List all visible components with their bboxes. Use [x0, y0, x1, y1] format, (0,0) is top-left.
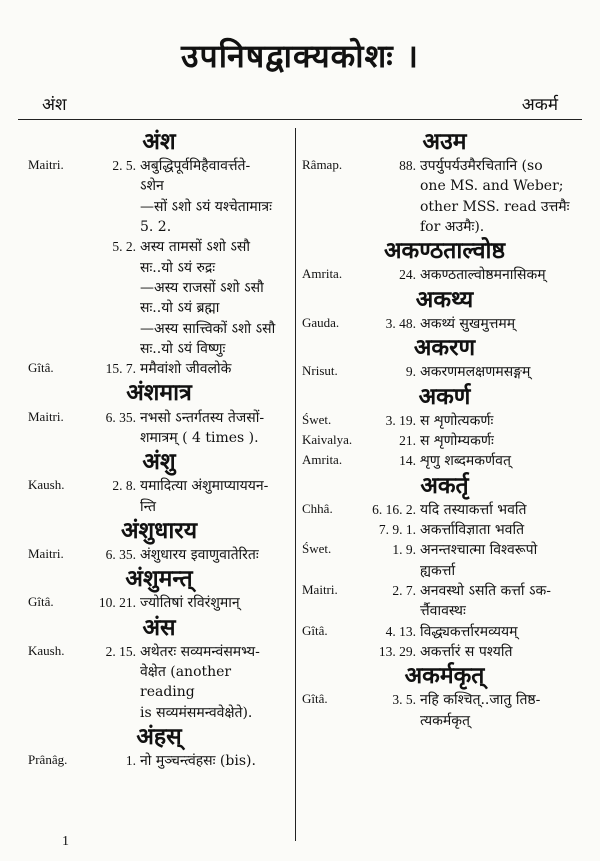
quotation-line: न्ति — [140, 498, 156, 515]
verse-reference: 10. 21. — [98, 595, 136, 611]
dictionary-entry — [302, 451, 587, 471]
quotation-line: नहि कश्चित्..जातु तिष्ठ- — [420, 692, 541, 709]
quotation-line: त्यकर्मकृत् — [420, 712, 471, 729]
source-text: Prânâg. — [28, 752, 68, 768]
quotation-line: अनवस्थो ऽसति कर्त्ता ऽक- — [420, 583, 552, 599]
quotation-line: यमादित्या अंशुमाप्याययन- — [140, 478, 269, 495]
source-text: Śwet. — [302, 411, 332, 427]
headword: अकरण — [413, 334, 476, 362]
quotation-line: यदि तस्याकर्त्ता भवति — [420, 501, 527, 518]
dictionary-entry — [302, 362, 587, 382]
headword: अकर्ण — [418, 382, 471, 410]
running-head-right: अकर्म — [521, 95, 558, 115]
source-text: Maitri. — [28, 546, 64, 562]
dictionary-entry — [302, 431, 587, 451]
headword: अंश — [142, 128, 176, 155]
quotation-line: अकरणमलक्षणमसङ्गम् — [420, 364, 531, 381]
quotation-line: स शृणोत्यकर्णः — [420, 412, 494, 429]
dictionary-entry — [302, 156, 587, 237]
verse-reference: 21. — [399, 433, 416, 449]
headword: अउम — [422, 128, 467, 155]
quotation-line: ममैवांशो जीवलोके — [140, 361, 232, 378]
quotation-line: सः..यो ऽयं विष्णुः — [140, 340, 226, 357]
verse-reference: 9. — [405, 364, 416, 380]
verse-reference: 3. 48. — [385, 315, 416, 331]
quotation-line: र्त्तैवावस्थः — [420, 603, 466, 620]
running-head-left: अंश — [42, 95, 67, 115]
page-title: उपनिषद्वाक्यकोशः । — [181, 37, 419, 75]
verse-reference: 2. 7. — [392, 583, 416, 598]
source-text: Râmap. — [302, 157, 343, 173]
source-text: Maitri. — [302, 582, 338, 597]
quotation-line: अस्य तामसों ऽशो ऽसौ — [140, 239, 250, 256]
headword: अंहस् — [136, 723, 182, 751]
page-number: 1 — [62, 834, 69, 849]
quotation-line: अथेतरः सव्यमन्वंसमभ्य- — [140, 643, 260, 660]
source-text: Gauda. — [302, 314, 340, 330]
source-text: Maitri. — [28, 157, 64, 173]
verse-reference: 2. 5. — [112, 158, 136, 174]
source-text: Chhâ. — [302, 500, 333, 516]
quotation-line: अकण्ठताल्वोष्ठमनासिकम् — [420, 267, 546, 284]
left-column — [28, 128, 290, 772]
source-text: Amrita. — [302, 452, 343, 468]
headword: अंशुमन्त् — [125, 565, 193, 593]
verse-reference: 6. 35. — [105, 547, 136, 563]
quotation-line: अंशुधारय इवाणुवातेरितः — [140, 547, 259, 564]
quotation-line: विद्ध्यकर्त्तारमव्ययम् — [420, 623, 518, 640]
verse-reference: 88. — [399, 158, 416, 174]
quotation-line: other MSS. read उत्तमैः — [420, 198, 570, 215]
dictionary-entry — [28, 359, 290, 379]
dictionary-entry — [302, 411, 587, 431]
headword: अकण्ठताल्वोष्ठ — [383, 237, 505, 265]
verse-reference: 6. 35. — [105, 409, 136, 425]
quotation-line: is सव्यमंसमन्ववेक्षेते). — [140, 704, 253, 721]
verse-reference: 2. 8. — [112, 478, 136, 494]
dictionary-entry — [302, 581, 587, 622]
source-text: Kaush. — [28, 642, 65, 658]
dictionary-entry — [302, 500, 587, 520]
source-text: Gîtâ. — [28, 594, 54, 610]
source-text: Kaivalya. — [302, 432, 353, 448]
dictionary-entry — [302, 520, 587, 540]
headword: अंशु — [142, 448, 176, 476]
verse-reference: 24. — [399, 267, 416, 283]
verse-reference: 2. 15. — [105, 643, 136, 659]
dictionary-entry — [28, 642, 290, 723]
dictionary-entry — [28, 545, 290, 565]
right-column — [302, 128, 587, 731]
quotation-line: one MS. and Weber; — [420, 178, 564, 195]
verse-reference: 14. — [399, 453, 416, 469]
dictionary-entry — [28, 156, 290, 237]
verse-reference: 4. 13. — [385, 623, 416, 639]
source-text: Amrita. — [302, 266, 343, 282]
quotation-line: अकथ्यं सुखमुत्तमम् — [420, 315, 516, 332]
quotation-line: वेक्षेत (another reading — [140, 664, 232, 701]
dictionary-entry — [28, 408, 290, 449]
dictionary-entry — [302, 314, 587, 334]
quotation-line: अनन्तश्चात्मा विश्वरूपो — [420, 542, 538, 559]
quotation-line: शृणु शब्दमकर्णवत् — [420, 453, 511, 470]
dictionary-entry — [302, 690, 587, 731]
verse-reference: 5. 2. — [112, 239, 136, 255]
dictionary-entry — [28, 593, 290, 613]
quotation-line: 5. 2. — [140, 219, 172, 236]
headword: अंशुधारय — [120, 516, 198, 544]
quotation-line: स शृणोम्यकर्णः — [420, 433, 494, 450]
quotation-line: ह्यकर्त्ता — [420, 562, 456, 579]
source-text: Gîtâ. — [302, 691, 328, 707]
source-text: Śwet. — [302, 541, 332, 557]
quotation-line: शमात्रम् ( 4 times ). — [140, 429, 259, 446]
verse-reference: 13. 29. — [378, 643, 416, 659]
dictionary-entry — [302, 265, 587, 285]
verse-reference: 15. 7. — [105, 361, 136, 377]
verse-reference: 1. 9. — [392, 542, 416, 558]
source-text: Gîtâ. — [28, 360, 54, 376]
quotation-line: ज्योतिषां रविरंशुमान् — [140, 595, 240, 612]
quotation-line: अकर्त्ताविज्ञाता भवति — [420, 522, 525, 539]
verse-reference: 3. 5. — [392, 692, 416, 708]
verse-reference: 3. 19. — [385, 412, 416, 428]
headword: अकर्तृ — [420, 471, 469, 499]
headword: अकर्मकृत् — [404, 662, 485, 690]
quotation-line: सः..यो ऽयं रुद्रः — [140, 259, 216, 276]
headword: अंशमात्र — [126, 379, 192, 407]
quotation-line: अबुद्धिपूर्वमिहैवावर्त्तते- — [140, 158, 251, 175]
headword: अंस — [142, 613, 176, 641]
dictionary-entry — [302, 642, 587, 662]
quotation-line: for अउमैः). — [420, 219, 485, 236]
source-text: Nrisut. — [302, 363, 338, 379]
quotation-line: —अस्य सात्त्विकों ऽशो ऽसौ — [140, 320, 276, 337]
source-text: Gîtâ. — [302, 622, 328, 638]
quotation-line: —अस्य राजसों ऽशो ऽसौ — [140, 279, 264, 296]
quotation-line: अकर्त्तारं स पश्यति — [420, 643, 513, 660]
quotation-line: उपर्युपर्यउमैरचितानि (so — [420, 158, 543, 175]
column-divider — [295, 128, 296, 841]
dictionary-entry — [302, 540, 587, 581]
quotation-line: नो मुञ्चन्त्वंहसः (bis). — [140, 753, 256, 770]
quotation-line: सः..यो ऽयं ब्रह्मा — [140, 300, 220, 317]
verse-reference: 6. 16. 2. — [372, 501, 416, 517]
dictionary-entry — [28, 751, 290, 771]
quotation-line: —सों ऽशो ऽयं यश्चेतामात्रः — [140, 198, 272, 215]
dictionary-entry — [302, 622, 587, 642]
header-rule — [18, 119, 582, 120]
verse-reference: 1. — [125, 753, 136, 769]
dictionary-entry — [28, 476, 290, 517]
verse-reference: 7. 9. 1. — [378, 522, 416, 538]
dictionary-entry — [28, 237, 290, 359]
headword: अकथ्य — [415, 285, 474, 313]
source-text: Kaush. — [28, 477, 65, 493]
source-text: Maitri. — [28, 408, 64, 424]
quotation-line: ऽशेन — [140, 178, 164, 195]
quotation-line: नभसो ऽन्तर्गतस्य तेजसों- — [140, 409, 265, 426]
